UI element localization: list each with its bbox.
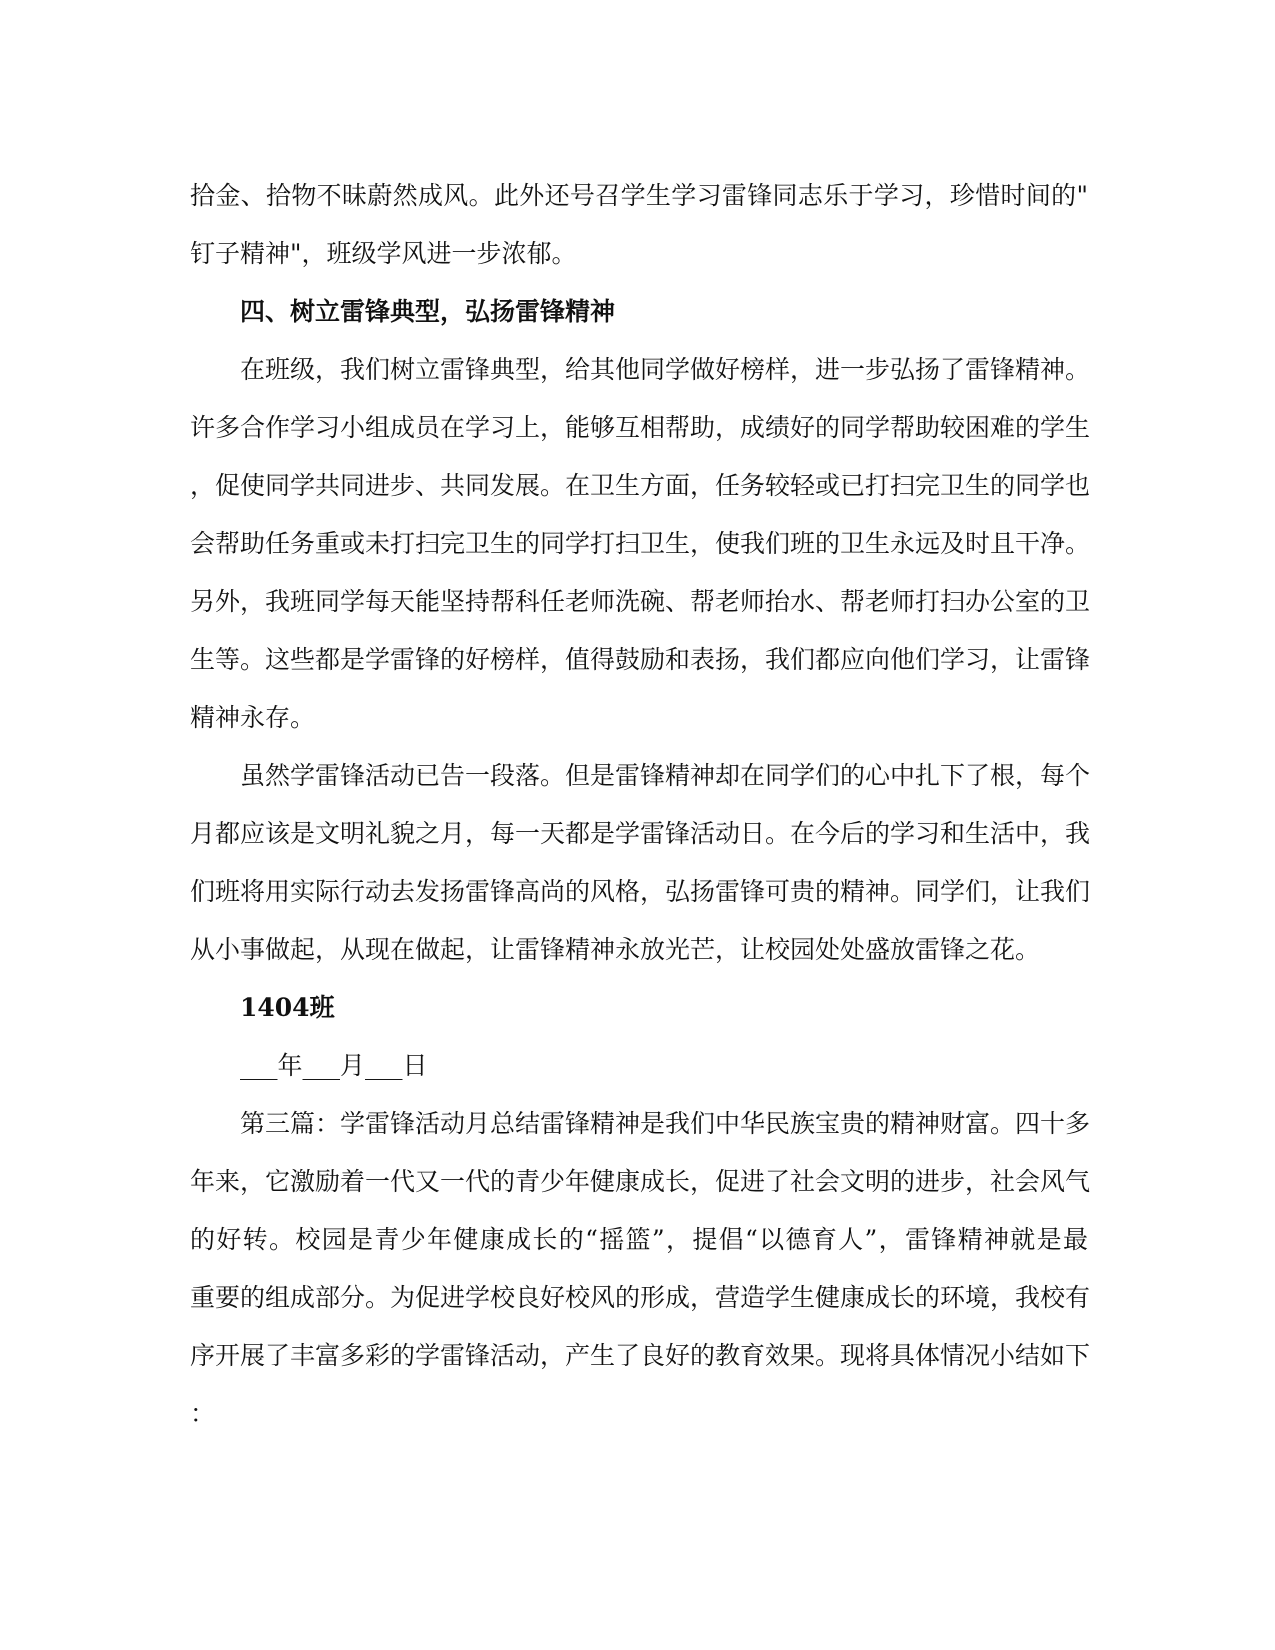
paragraph-line: 虽然学雷锋活动已告一段落。但是雷锋精神却在同学们的心中扎下了根，每个 bbox=[240, 761, 1091, 790]
date-line: ___年___月___日 bbox=[240, 1051, 428, 1080]
paragraph-line: 年来，它激励着一代又一代的青少年健康成长，促进了社会文明的进步，社会风气 bbox=[190, 1167, 1091, 1196]
paragraph-line: 第三篇：学雷锋活动月总结雷锋精神是我们中华民族宝贵的精神财富。四十多 bbox=[240, 1109, 1091, 1138]
paragraph-line: 序开展了丰富多彩的学雷锋活动，产生了良好的教育效果。现将具体情况小结如下 bbox=[190, 1341, 1091, 1370]
paragraph-line: 月都应该是文明礼貌之月，每一天都是学雷锋活动日。在今后的学习和生活中，我 bbox=[190, 819, 1091, 848]
paragraph-line: 从小事做起，从现在做起，让雷锋精神永放光芒，让校园处处盛放雷锋之花。 bbox=[190, 935, 1041, 964]
paragraph-line: ，促使同学共同进步、共同发展。在卫生方面，任务较轻或已打扫完卫生的同学也 bbox=[190, 471, 1091, 500]
paragraph-line: 们班将用实际行动去发扬雷锋高尚的风格，弘扬雷锋可贵的精神。同学们，让我们 bbox=[190, 877, 1091, 906]
paragraph-line: 会帮助任务重或未打扫完卫生的同学打扫卫生，使我们班的卫生永远及时且干净。 bbox=[190, 529, 1091, 558]
paragraph-line: 重要的组成部分。为促进学校良好校风的形成，营造学生健康成长的环境，我校有 bbox=[190, 1283, 1091, 1312]
paragraph-line: 精神永存。 bbox=[190, 703, 316, 732]
paragraph-line: 拾金、拾物不昧蔚然成风。此外还号召学生学习雷锋同志乐于学习，珍惜时间的" bbox=[190, 181, 1088, 210]
section-heading: 四、树立雷锋典型，弘扬雷锋精神 bbox=[240, 297, 616, 326]
paragraph-line: 钉子精神"，班级学风进一步浓郁。 bbox=[190, 239, 577, 268]
paragraph-line: 生等。这些都是学雷锋的好榜样，值得鼓励和表扬，我们都应向他们学习，让雷锋 bbox=[190, 645, 1091, 674]
class-signature: 1404班 bbox=[240, 993, 335, 1022]
paragraph-line: 许多合作学习小组成员在学习上，能够互相帮助，成绩好的同学帮助较困难的学生 bbox=[190, 413, 1091, 442]
paragraph-line: 另外，我班同学每天能坚持帮科任老师洗碗、帮老师抬水、帮老师打扫办公室的卫 bbox=[190, 587, 1091, 616]
paragraph-line: ： bbox=[190, 1399, 216, 1428]
paragraph-line: 的好转。校园是青少年健康成长的“摇篮”，提倡“以德育人”，雷锋精神就是最 bbox=[190, 1225, 1088, 1254]
paragraph-line: 在班级，我们树立雷锋典型，给其他同学做好榜样，进一步弘扬了雷锋精神。 bbox=[240, 355, 1091, 384]
document-body bbox=[190, 167, 1091, 1443]
